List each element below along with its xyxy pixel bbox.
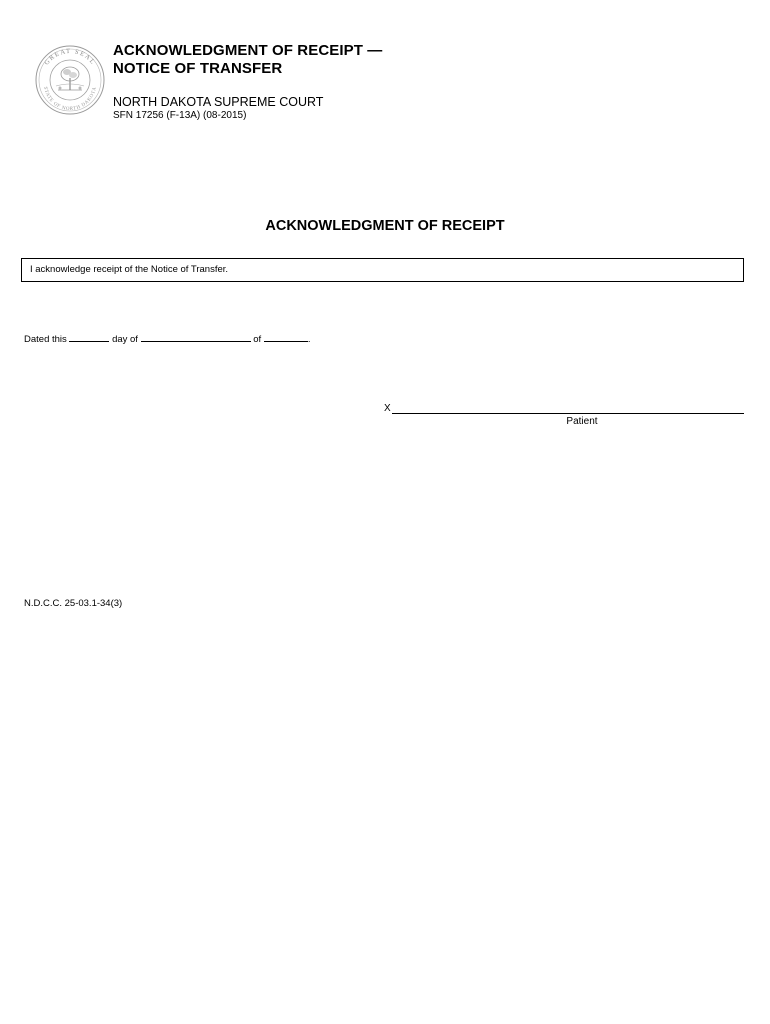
form-number: SFN 17256 (F-13A) (08-2015)	[113, 110, 247, 121]
patient-signature-label: Patient	[566, 416, 598, 427]
svg-text:GREAT SEAL: GREAT SEAL	[43, 47, 97, 67]
dated-prefix: Dated this	[24, 334, 67, 345]
patient-signature-field[interactable]	[392, 413, 744, 414]
statute-reference: N.D.C.C. 25-03.1-34(3)	[24, 598, 123, 609]
signature-x-mark: X	[384, 403, 391, 414]
acknowledgment-box	[21, 258, 744, 282]
state-seal-logo	[34, 44, 106, 116]
court-name: NORTH DAKOTA SUPREME COURT	[113, 95, 324, 109]
dated-line	[24, 332, 310, 345]
year-field[interactable]	[264, 332, 308, 342]
form-title	[113, 42, 382, 78]
dated-period: .	[307, 334, 311, 345]
form-title-line-1: ACKNOWLEDGMENT OF RECEIPT —	[113, 42, 383, 59]
section-heading-text: ACKNOWLEDGMENT OF RECEIPT	[265, 218, 505, 234]
acknowledgment-text: I acknowledge receipt of the Notice of Transfer.	[30, 264, 229, 275]
section-heading	[0, 218, 770, 234]
of-label: of	[253, 334, 262, 345]
svg-text:STATE OF NORTH DAKOTA: STATE OF NORTH DAKOTA	[42, 86, 98, 113]
form-title-line-2: NOTICE OF TRANSFER	[113, 60, 283, 77]
day-of-label: day of	[112, 334, 138, 345]
month-field[interactable]	[141, 332, 251, 342]
day-field[interactable]	[69, 332, 109, 342]
